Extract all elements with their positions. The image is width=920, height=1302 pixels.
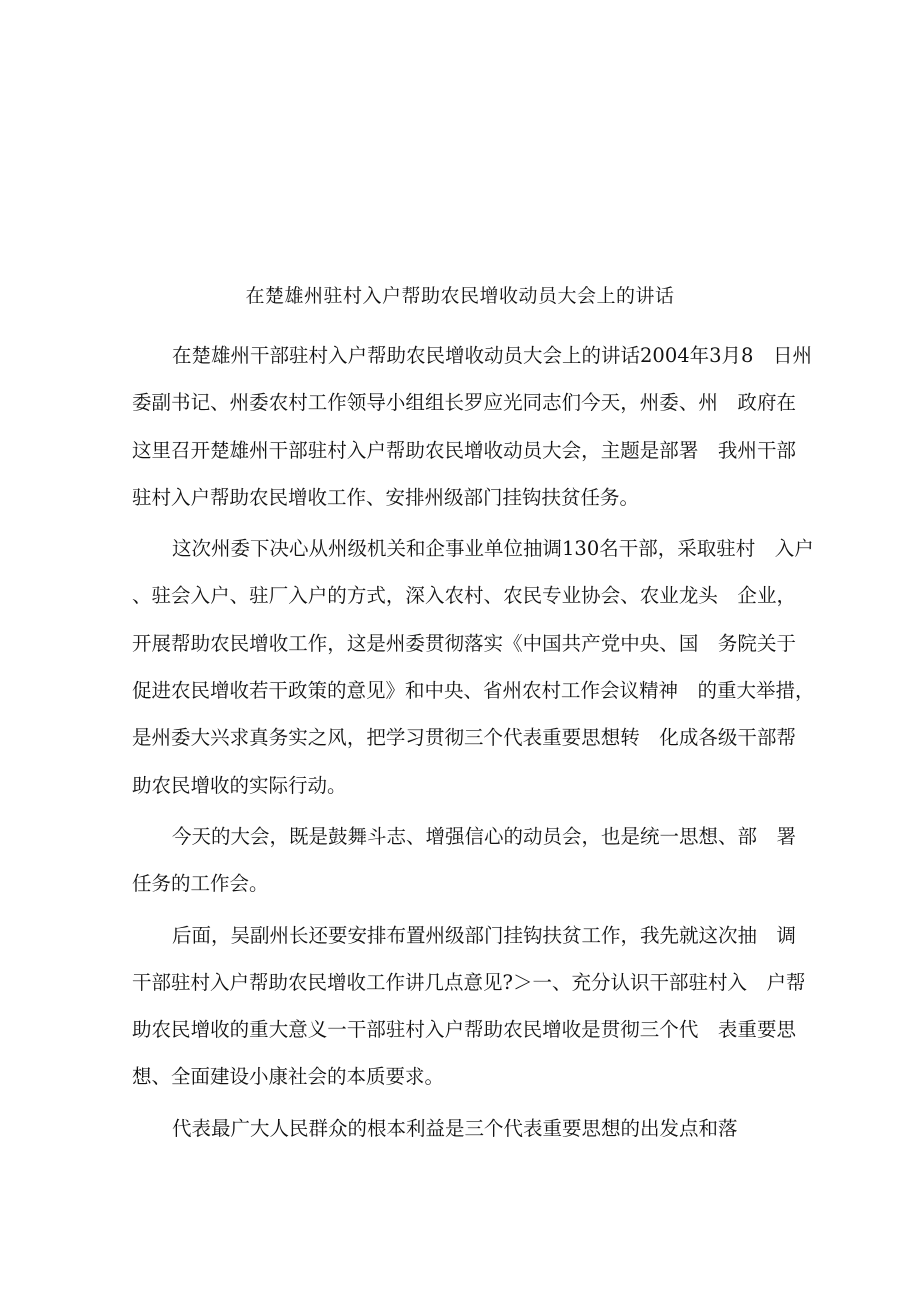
paragraph-line: 在楚雄州干部驻村入户帮助农民增收动员大会上的讲话2004年3月8 日州 xyxy=(172,344,812,367)
paragraph-line: 今天的大会，既是鼓舞斗志、增强信心的动员会，也是统一思想、部 署 xyxy=(172,824,797,848)
paragraph-line: 、驻会入户、驻厂入户的方式，深入农村、农民专业协会、农业龙头 企业， xyxy=(132,584,796,608)
paragraph-line: 代表最广大人民群众的根本利益是三个代表重要思想的出发点和落 xyxy=(172,1116,738,1140)
paragraph-line: 助农民增收的实际行动。 xyxy=(132,773,347,797)
paragraph-line: 委副书记、州委农村工作领导小组组长罗应光同志们今天，州委、州 政府在 xyxy=(132,391,796,415)
paragraph-5 xyxy=(132,1111,796,1158)
paragraph-line: 开展帮助农民增收工作，这是州委贯彻落实《中国共产党中央、国 务院关于 xyxy=(132,631,796,655)
paragraph-line: 后面，吴副州长还要安排布置州级部门挂钩扶贫工作，我先就这次抽 调 xyxy=(172,923,797,947)
document-title: 在楚雄州驻村入户帮助农民增收动员大会上的讲话 xyxy=(245,285,675,307)
paragraph-line: 驻村入户帮助农民增收工作、安排州级部门挂钩扶贫任务。 xyxy=(132,485,640,509)
paragraph-1 xyxy=(132,338,812,527)
paragraph-line: 这里召开楚雄州干部驻村入户帮助农民增收动员大会，主题是部署 我州干部 xyxy=(132,438,796,462)
paragraph-line: 这次州委下决心从州级机关和企事业单位抽调130名干部，采取驻村 入户 xyxy=(172,537,814,561)
paragraph-line: 助农民增收的重大意义一干部驻村入户帮助农民增收是贯彻三个代 表重要思 xyxy=(132,1018,796,1042)
paragraph-3 xyxy=(132,819,796,914)
document-body xyxy=(132,338,815,1162)
paragraph-4 xyxy=(132,918,806,1107)
paragraph-line: 干部驻村入户帮助农民增收工作讲几点意见?＞一、充分认识干部驻村入 户帮 xyxy=(132,970,806,994)
paragraph-line: 想、全面建设小康社会的本质要求。 xyxy=(132,1065,445,1089)
paragraph-line: 是州委大兴求真务实之风，把学习贯彻三个代表重要思想转 化成各级干部帮 xyxy=(132,726,796,750)
paragraph-line: 任务的工作会。 xyxy=(132,872,269,896)
paragraph-2 xyxy=(132,531,815,815)
paragraph-line: 促进农民增收若干政策的意见》和中央、省州农村工作会议精神 的重大举措， xyxy=(132,679,815,703)
